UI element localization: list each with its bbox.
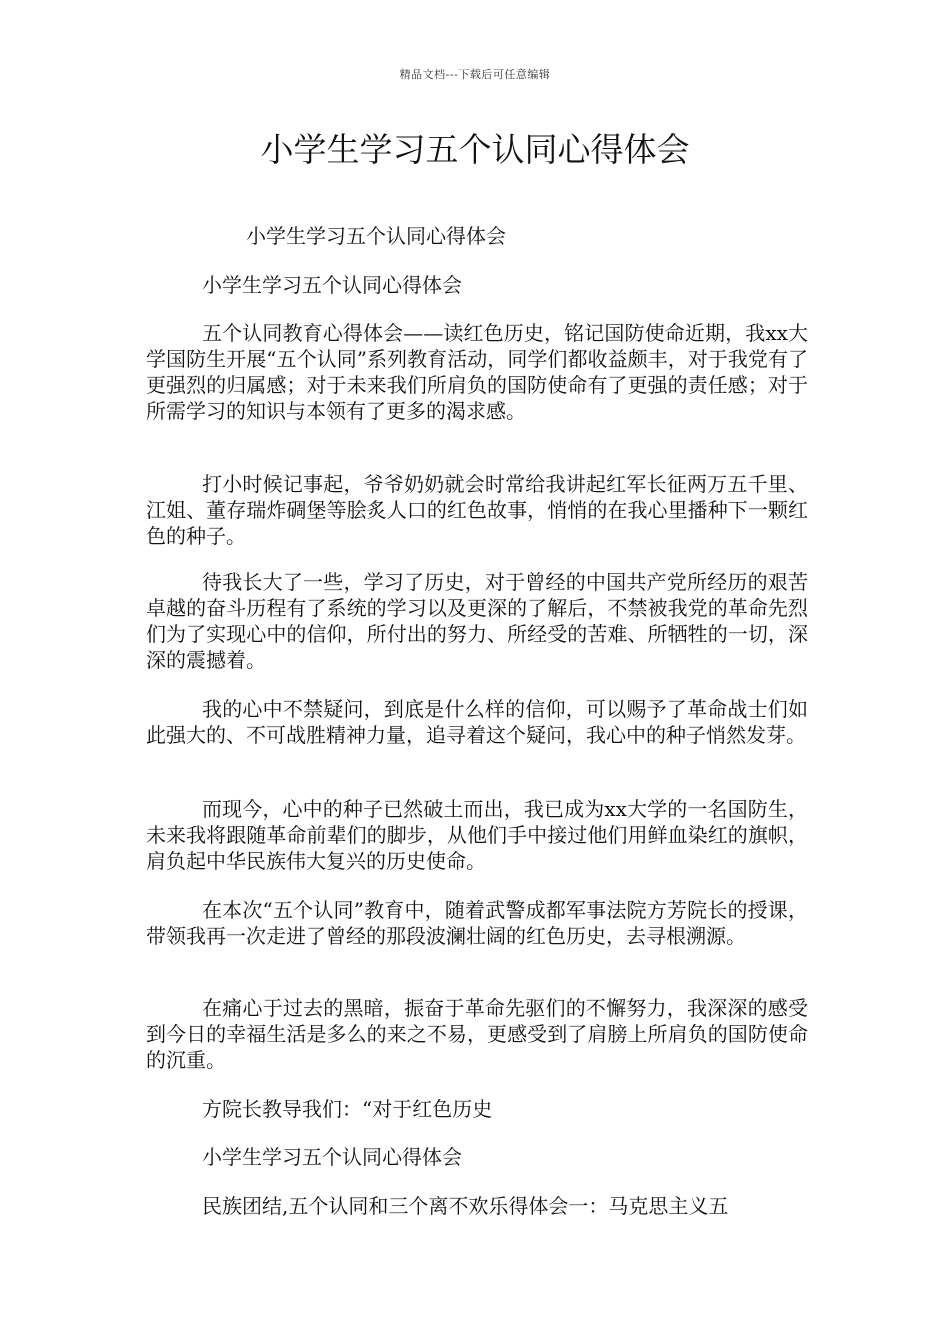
body-paragraph: 五个认同教育心得体会——读红色历史，铭记国防使命近期，我xx大学国防生开展“五个认同”系列教育活动，同学们都收益颇丰，对于我党有了更强烈的归属感；对于未来我们所肩负的国防使命有了更强的责任感；对于所需学习的知识与本领有了更多的渴求感。 (146, 321, 808, 423)
body-paragraph: 在本次“五个认同”教育中，随着武警成都军事法院方芳院长的授课，带领我再一次走进了曾经的那段波澜壮阔的红色历史，去寻根溯源。 (146, 898, 808, 948)
body-paragraph: 待我长大了一些，学习了历史，对于曾经的中国共产党所经历的艰苦卓越的奋斗历程有了系统的学习以及更深的了解后，不禁被我党的革命先烈们为了实现心中的信仰，所付出的努力、所经受的苦难、所牺牲的一切，深深的震撼着。 (146, 570, 808, 672)
body-paragraph: 我的心中不禁疑问，到底是什么样的信仰，可以赐予了革命战士们如此强大的、不可战胜精神力量，追寻着这个疑问，我心中的种子悄然发芽。 (146, 697, 808, 747)
body-paragraph: 打小时候记事起，爷爷奶奶就会时常给我讲起红军长征两万五千里、江姐、董存瑞炸碉堡等脍炙人口的红色故事，悄悄的在我心里播种下一颗红色的种子。 (146, 472, 808, 548)
body-paragraph: 方院长教导我们：“对于红色历史 (202, 1097, 493, 1121)
subtitle-line: 小学生学习五个认同心得体会 (202, 1145, 462, 1169)
subtitle-line: 小学生学习五个认同心得体会 (202, 273, 462, 297)
body-paragraph: 而现今，心中的种子已然破土而出，我已成为xx大学的一名国防生，未来我将跟随革命前辈们的脚步，从他们手中接过他们用鲜血染红的旗帜，肩负起中华民族伟大复兴的历史使命。 (146, 797, 808, 873)
header-note: 精品文档---下载后可任意编辑 (399, 68, 551, 81)
body-paragraph: 民族团结,五个认同和三个离不欢乐得体会一：马克思主义五 (202, 1194, 729, 1218)
subtitle-line: 小学生学习五个认同心得体会 (246, 224, 506, 248)
body-paragraph: 在痛心于过去的黑暗，振奋于革命先驱们的不懈努力，我深深的感受到今日的幸福生活是多么的来之不易，更感受到了肩膀上所肩负的国防使命的沉重。 (146, 996, 808, 1072)
document-title: 小学生学习五个认同心得体会 (260, 130, 690, 169)
